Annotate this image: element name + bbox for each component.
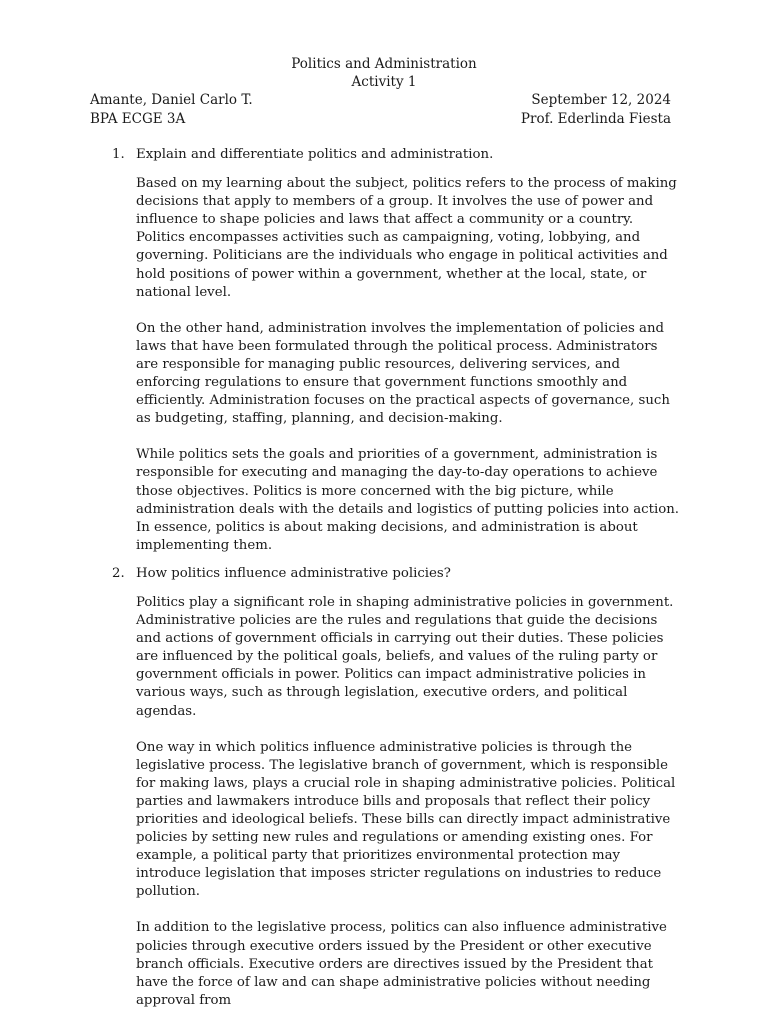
question-number: 1. — [112, 147, 125, 162]
header-row-2 — [90, 110, 671, 128]
answer-paragraph: Based on my learning about the subject, politics refers to the process of making decisions that apply to members of a group. It involves the use of power and influence to shape policies and laws that affect a community or a country. Politics encompasses activities such as campaigning, voting, lobbying, and governing. Politicians are the individuals who engage in political activities and hold positions of power within a government, whether at the local, state, or national level. — [136, 176, 677, 300]
question-number: 2. — [112, 565, 125, 581]
answer-paragraph: In addition to the legislative process, politics can also influence administrative policies through executive orders issued by the President or other executive branch officials. Executive orders are directives issued by the President that have the force of law and can shape administrative policies without needing approval from — [136, 920, 667, 1008]
answer-paragraph: Politics play a significant role in shaping administrative policies in government. Administrative policies are the rules and regulations that guide the decisions and actions of government officials in carrying out their duties. These policies are influenced by the political goals, beliefs, and values of the ruling party or government officials in power. Politics can impact administrative policies in various ways, such as through legislation, executive orders, and political agendas. — [136, 594, 674, 719]
student-name: Amante, Daniel Carlo T. — [90, 92, 253, 108]
question-2 — [90, 565, 680, 583]
answer-paragraph: One way in which politics influence administrative policies is through the legislative process. The legislative branch of government, which is responsible for making laws, plays a crucial role in shaping administrative policies. Political parties and lawmakers introduce bills and proposals that reflect their policy priorities and ideological beliefs. These bills can directly impact administrative policies by setting new rules and regulations or amending existing ones. For example, a political party that prioritizes environmental protection may introduce legislation that imposes stricter regulations on industries to reduce pollution. — [136, 739, 676, 900]
question-1 — [90, 146, 680, 164]
answer-paragraph: While politics sets the goals and priorities of a government, administration is responsible for executing and managing the day-to-day operations to achieve those objectives. Politics is more concerned with the big picture, while administration deals with the details and logistics of putting policies into action. In essence, politics is about making decisions, and administration is about implementing them. — [136, 447, 679, 553]
professor-name: Prof. Ederlinda Fiesta — [520, 111, 671, 127]
question-text: Explain and differentiate politics and administration. — [136, 147, 494, 162]
document-title: Politics and Administration — [291, 56, 477, 72]
student-section: BPA ECGE 3A — [90, 111, 186, 127]
answer-paragraph: On the other hand, administration involves the implementation of policies and laws that have been formulated through the political process. Administrators are responsible for managing public resources, delivering services, and enforcing regulations to ensure that government functions smoothly and efficiently. Administration focuses on the practical aspects of governance, such as budgeting, staffing, planning, and decision-making. — [136, 320, 670, 427]
title-block — [0, 55, 768, 91]
document-subtitle: Activity 1 — [351, 74, 417, 90]
header-row-1 — [90, 91, 671, 109]
document-body — [90, 146, 680, 1028]
document-date: September 12, 2024 — [531, 92, 671, 108]
question-text: How politics influence administrative policies? — [136, 565, 451, 581]
